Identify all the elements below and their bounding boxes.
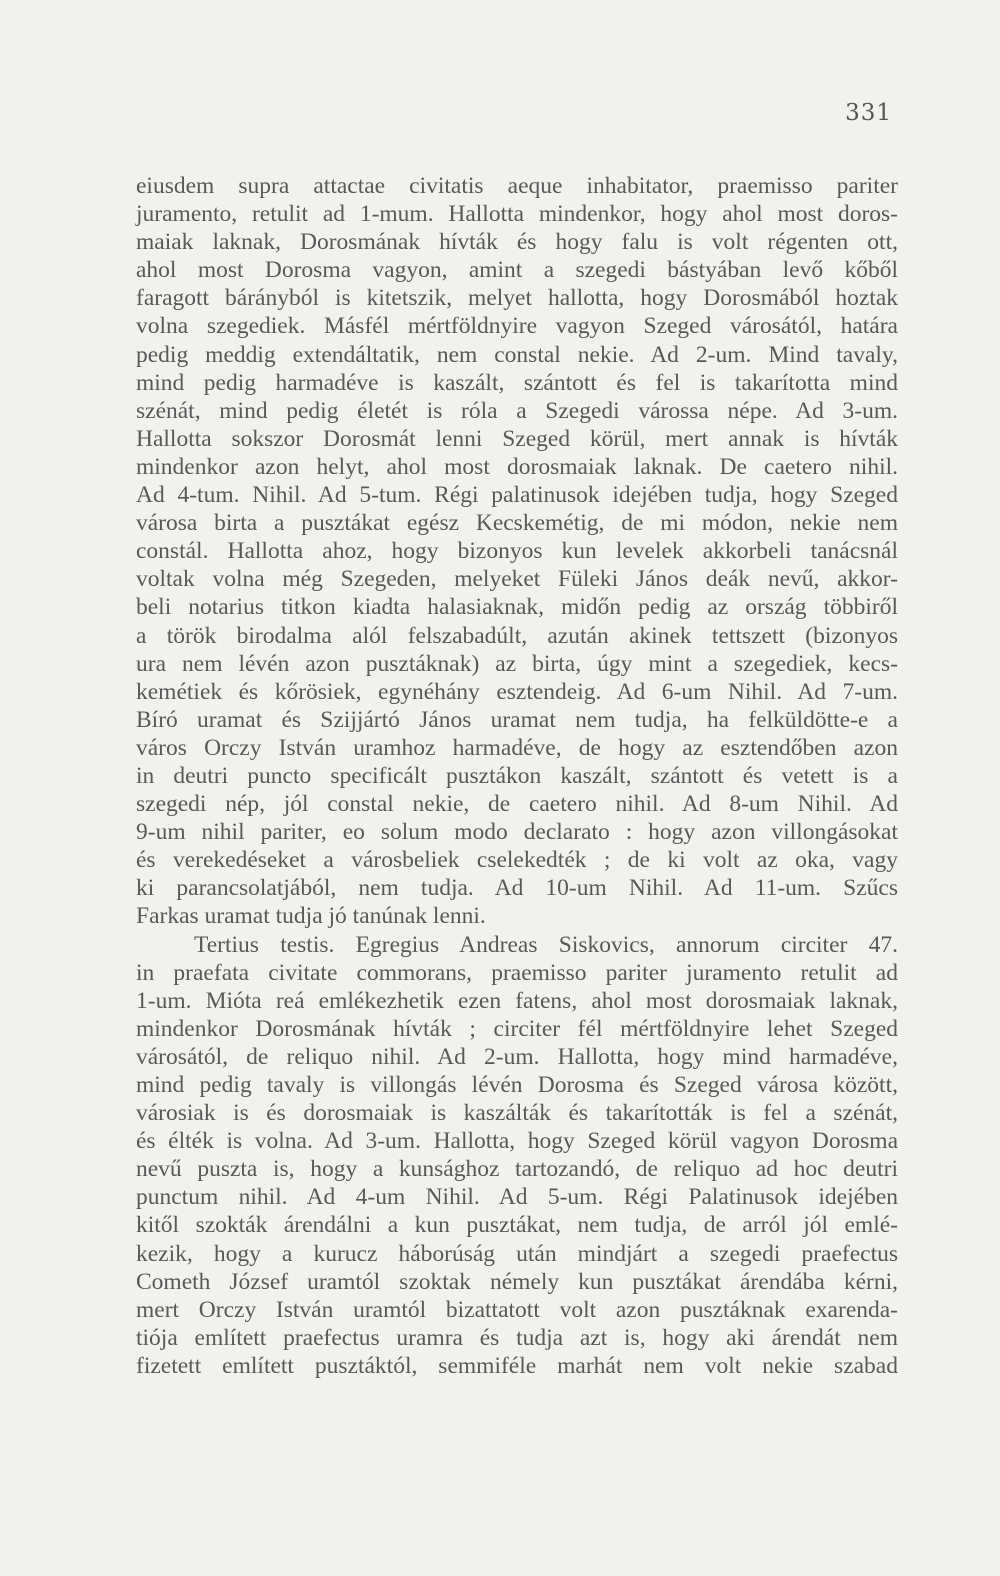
text-line: fizetett említett pusztáktól, semmiféle marhát nem volt nekie szabad — [136, 1352, 898, 1379]
text-line: mind pedig harmadéve is kaszált, szántott és fel is takarította mind — [136, 369, 898, 396]
text-line: eiusdem supra attactae civitatis aeque inhabitator, praemisso pariter — [136, 173, 898, 199]
text-line: nevű puszta is, hogy a kunsághoz tartozandó, de reliquo ad hoc deutri — [136, 1156, 898, 1183]
text-line: pedig meddig extendáltatik, nem constal nekie. Ad 2-um. Mind tavaly, — [136, 341, 898, 368]
text-line: városától, de reliquo nihil. Ad 2-um. Hallotta, hogy mind harmadéve, — [136, 1043, 898, 1070]
page-number: 331 — [845, 100, 892, 126]
text-line: város Orczy István uramhoz harmadéve, de hogy az esztendőben azon — [136, 734, 898, 761]
text-line: constál. Hallotta ahoz, hogy bizonyos kun levelek akkorbeli tanácsnál — [136, 538, 898, 565]
text-line: mindenkor Dorosmának hívták ; circiter fél mértföldnyire lehet Szeged — [136, 1015, 898, 1042]
text-line: kezik, hogy a kurucz háborúság után mindjárt a szegedi praefectus — [136, 1240, 898, 1267]
body-text — [136, 172, 898, 1380]
text-line: és élték is volna. Ad 3-um. Hallotta, hogy Szeged körül vagyon Dorosma — [136, 1128, 898, 1155]
text-line: tiója említett praefectus uramra és tudja azt is, hogy aki árendát nem — [136, 1324, 898, 1351]
text-line: maiak laknak, Dorosmának hívták és hogy falu is volt régenten ott, — [136, 229, 898, 256]
text-line: ura nem lévén azon pusztáknak) az birta, úgy mint a szegediek, kecs- — [136, 650, 898, 677]
text-line: ahol most Dorosma vagyon, amint a szegedi bástyában levő kőből — [136, 257, 898, 284]
text-line: punctum nihil. Ad 4-um Nihil. Ad 5-um. Régi Palatinusok idejében — [136, 1184, 898, 1211]
text-line: városa birta a pusztákat egész Kecskemétig, de mi módon, nekie nem — [136, 510, 898, 537]
text-line: in praefata civitate commorans, praemisso pariter juramento retulit ad — [136, 959, 898, 986]
text-line: kitől szokták árendálni a kun pusztákat, nem tudja, de arról jól emlé- — [136, 1212, 898, 1239]
text-line: Hallotta sokszor Dorosmát lenni Szeged körül, mert annak is hívták — [136, 425, 898, 452]
text-line: volna szegediek. Másfél mértföldnyire vagyon Szeged városától, határa — [136, 313, 898, 340]
text-line: városiak is és dorosmaiak is kaszálták és takarították is fel a szénát, — [136, 1100, 898, 1127]
text-line: mert Orczy István uramtól bizattatott volt azon pusztáknak exarenda- — [136, 1296, 898, 1323]
text-line: in deutri puncto specificált pusztákon kaszált, szántott és vetett is a — [136, 762, 898, 789]
text-line: juramento, retulit ad 1-mum. Hallotta mindenkor, hogy ahol most doros- — [136, 201, 898, 228]
text-line: ki parancsolatjából, nem tudja. Ad 10-um Nihil. Ad 11-um. Szűcs — [136, 875, 898, 902]
text-line: Ad 4-tum. Nihil. Ad 5-tum. Régi palatinusok idejében tudja, hogy Szeged — [136, 482, 898, 509]
text-line: a török birodalma alól felszabadúlt, azután akinek tettszett (bizonyos — [136, 622, 898, 649]
text-line: Cometh József uramtól szoktak némely kun pusztákat árendába kérni, — [136, 1268, 898, 1295]
text-line: szegedi nép, jól constal nekie, de caetero nihil. Ad 8-um Nihil. Ad — [136, 791, 898, 818]
text-line: szénát, mind pedig életét is róla a Szegedi várossa népe. Ad 3-um. — [136, 397, 898, 424]
text-line: és verekedéseket a városbeliek cselekedték ; de ki volt az oka, vagy — [136, 847, 898, 874]
text-line: 9-um nihil pariter, eo solum modo declarato : hogy azon villongásokat — [136, 819, 898, 846]
text-line: Farkas uramat tudja jó tanúnak lenni. — [136, 903, 486, 930]
text-line: faragott bárányból is kitetszik, melyet hallotta, hogy Dorosmából hoztak — [136, 285, 898, 312]
text-line: mind pedig tavaly is villongás lévén Dorosma és Szeged városa között, — [136, 1072, 898, 1098]
text-line: Tertius testis. Egregius Andreas Siskovics, annorum circiter 47. — [194, 931, 898, 958]
text-line: Bíró uramat és Szijjártó János uramat nem tudja, ha felküldötte-e a — [136, 706, 898, 733]
text-line: mindenkor azon helyt, ahol most dorosmaiak laknak. De caetero nihil. — [136, 453, 898, 480]
text-line: kemétiek és kőrösiek, egynéhány esztendeig. Ad 6-um Nihil. Ad 7-um. — [136, 678, 898, 705]
text-line: voltak volna még Szegeden, melyeket Füleki János deák nevű, akkor- — [136, 566, 898, 593]
text-line: 1-um. Mióta reá emlékezhetik ezen fatens, ahol most dorosmaiak laknak, — [136, 987, 898, 1014]
text-line: beli notarius titkon kiadta halasiaknak, midőn pedig az ország többiről — [136, 594, 898, 621]
